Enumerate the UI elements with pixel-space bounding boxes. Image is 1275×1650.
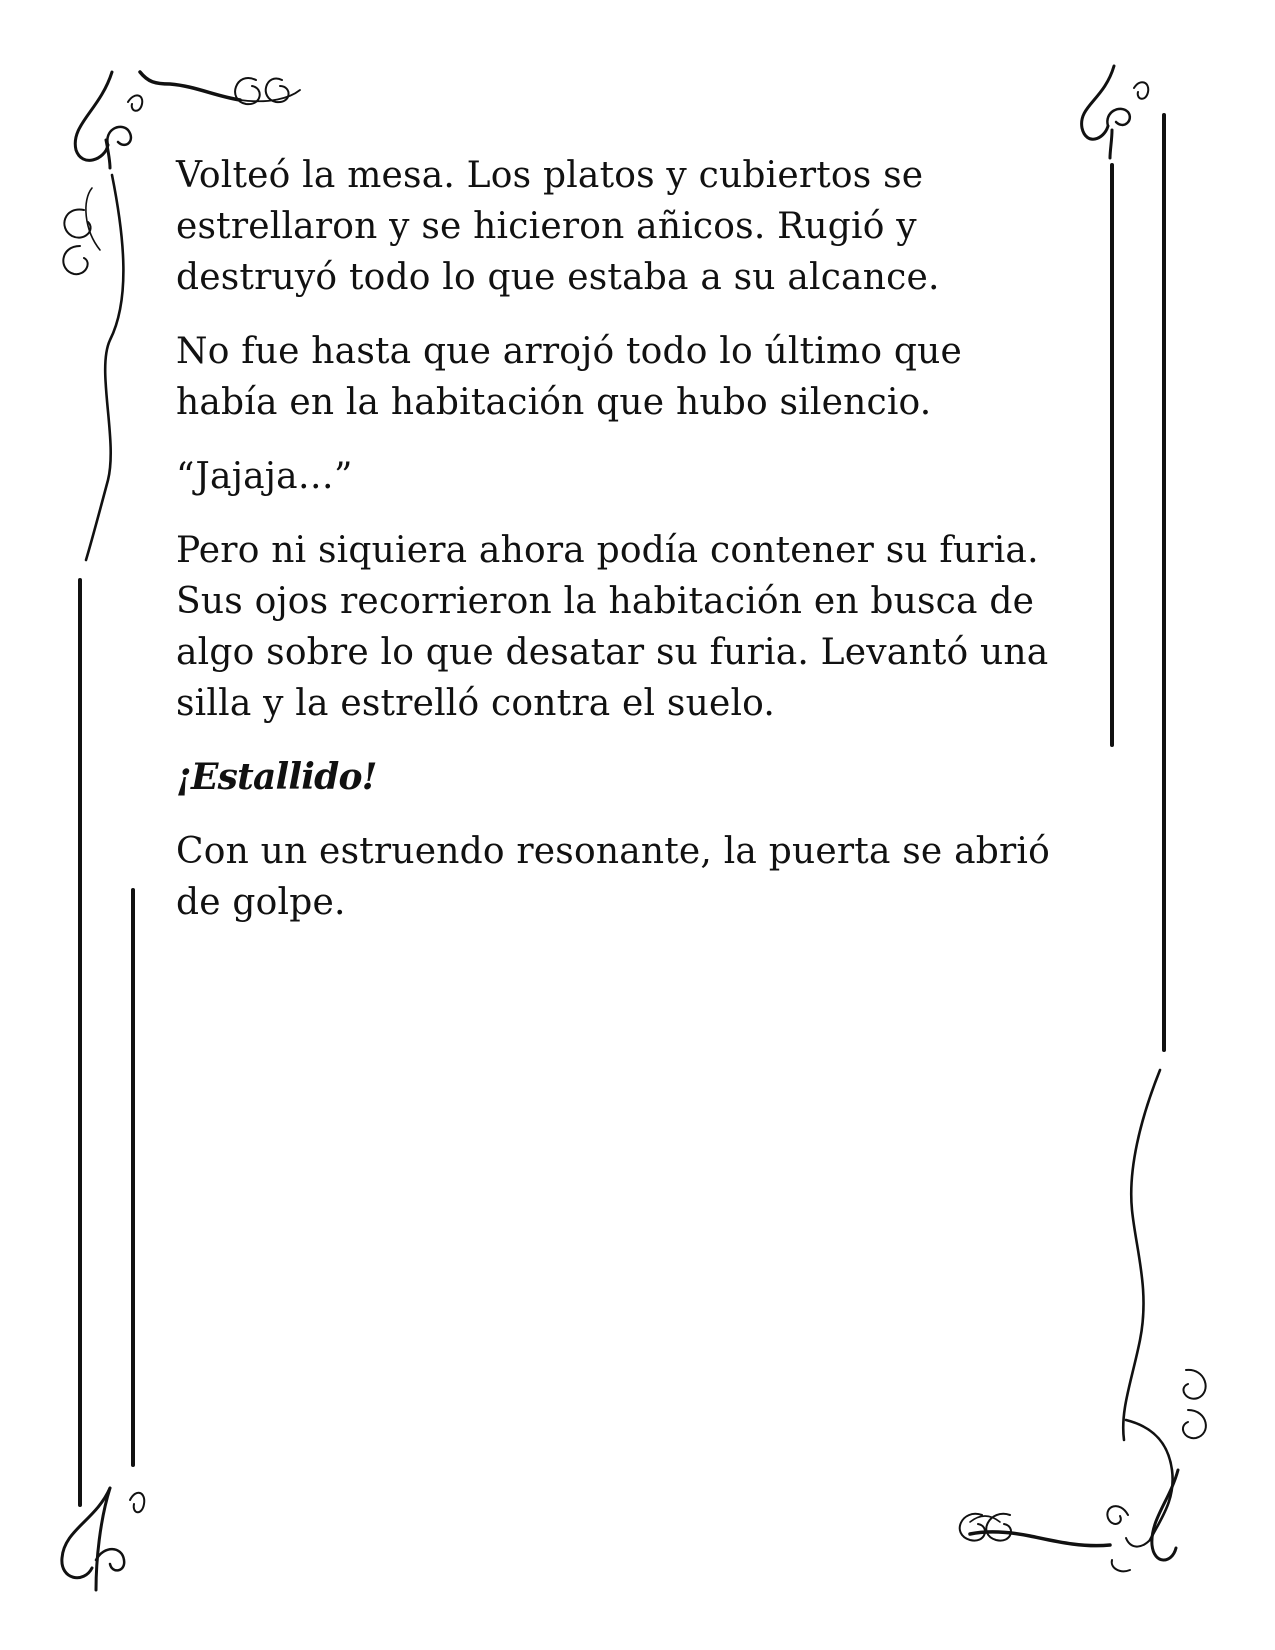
paragraph: No fue hasta que arrojó todo lo último que había en la habitación que hubo silencio.: [176, 331, 962, 423]
paragraph-sound-effect: ¡Estallido!: [176, 756, 377, 798]
paragraph: Pero ni siquiera ahora podía contener su furia. Sus ojos recorrieron la habitación en busca de algo sobre lo que desatar su furia. Levantó una silla y la estrelló contra el suelo.: [176, 530, 1049, 724]
paragraph-dialogue: “Jajaja…”: [176, 456, 353, 497]
top-right-flourish-icon: [1082, 66, 1149, 158]
bottom-left-flourish-icon: [62, 1488, 144, 1590]
bottom-right-flourish-icon: [960, 1070, 1206, 1571]
paragraph: Volteó la mesa. Los platos y cubiertos se estrellaron y se hicieron añicos. Rugió y destruyó todo lo que estaba a su alcance.: [176, 155, 940, 298]
document-body: [176, 150, 1096, 951]
paragraph: Con un estruendo resonante, la puerta se abrió de golpe.: [176, 831, 1050, 923]
